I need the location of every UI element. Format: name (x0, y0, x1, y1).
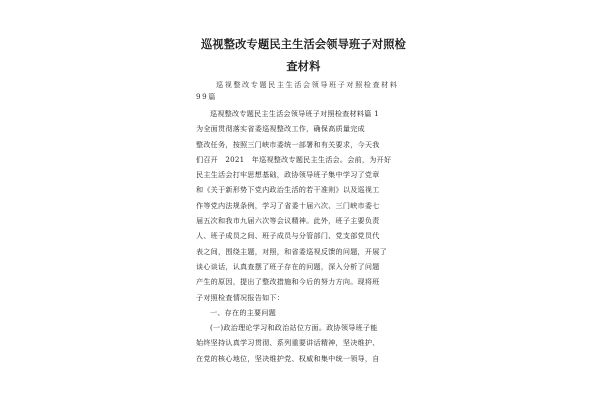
body-line: 人、班子成员之间、班子成员与分管部门、党支部党员代 (196, 231, 380, 241)
body-line: 作等党内法规条例，学习了省委十届六次、三门峡市委七 (196, 200, 380, 210)
document-title (192, 34, 415, 78)
body-line: 们召开 2021 年巡视整改专题民主生活会。会前，为开好 (196, 154, 392, 164)
body-line: 在党的核心地位，坚决维护党、权威和集中统一领导，自 (196, 353, 380, 363)
subtitle-line-2: 99篇 (196, 92, 217, 101)
title-line-1: 巡视整改专题民主生活会领导班子对照检 (201, 38, 406, 51)
body-line: 产生的原因，提出了整改措施和今后的努力方向。现将班 (196, 277, 380, 287)
body-line: 始终坚持认真学习贯彻、系列重要讲话精神，坚决维护、 (196, 338, 380, 348)
body-line: 巡视整改专题民主生活会领导班子对照检查材料篇 1 (210, 109, 379, 118)
body-line: 整改任务，按照三门峡市委统一部署和有关要求，今天我 (196, 139, 380, 149)
body-line: 谈心谈话，认真查摆了班子存在的问题，深入分析了问题 (196, 261, 380, 271)
subtitle-line-1: 巡视整改专题民主生活会领导班子对照检查材料 (216, 80, 399, 89)
document-page (196, 0, 411, 400)
body-line: 届五次和我市九届六次等会议精神。此外，班子主要负责 (196, 216, 380, 226)
body-line: 子对照检查情况报告如下： (196, 292, 285, 302)
body-line: 为全面贯彻落实省委巡视整改工作，确保高质量完成 (196, 124, 365, 134)
document-body (196, 106, 411, 366)
body-line: 民主生活会打牢思想基础，政协领导班子集中学习了党章 (196, 170, 380, 180)
document-subtitle (196, 79, 411, 103)
body-line: (一)政治理论学习和政治站位方面。政协领导班子能 (210, 323, 378, 333)
body-line: 表之间，围绕主题，对照，和省委巡视反馈的问题，开展了 (196, 246, 387, 256)
section-heading: 一、存在的主要问题 (210, 307, 277, 317)
body-line: 和《关于新形势下党内政治生活的若干准则》以及巡视工 (196, 185, 380, 195)
title-line-2: 查材料 (286, 60, 321, 73)
